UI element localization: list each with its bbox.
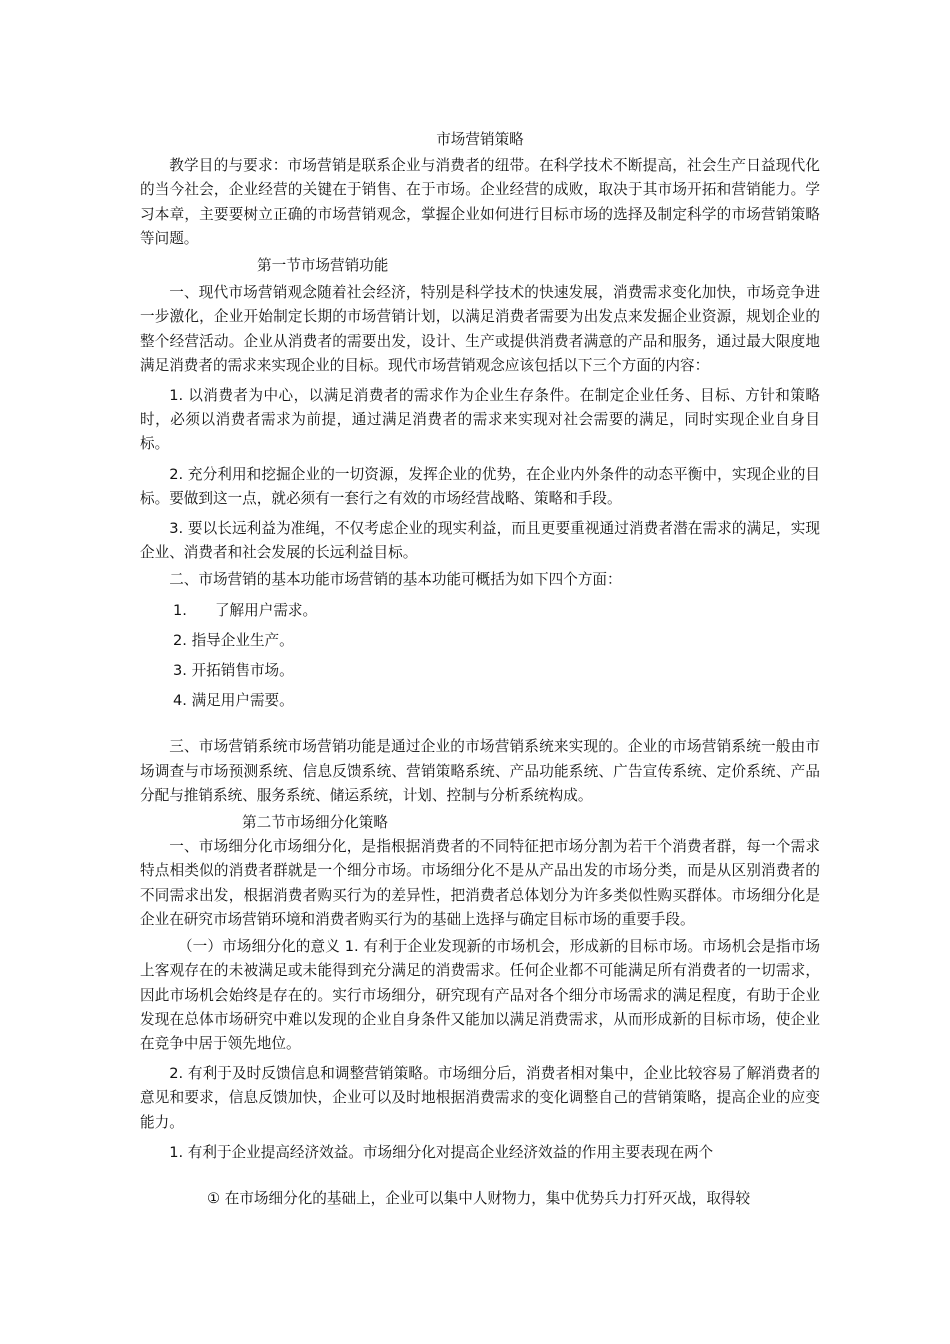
paragraph-point-1: 1. 以消费者为中心，以满足消费者的需求作为企业生存条件。在制定企业任务、目标、方针和策略时，必须以消费者需求为前提，通过满足消费者的需求来实现对社会需要的满足，同时实现企业自身目标。 bbox=[140, 387, 820, 453]
paragraph-market-segmentation: 一、市场细分化市场细分化，是指根据消费者的不同特征把市场分割为若干个消费者群，每一个需求特点相类似的消费者群就是一个细分市场。市场细分化不是从产品出发的市场分类，而是从区别消费者的不同需求出发，根据消费者购买行为的差异性，把消费者总体划分为许多类似性购买群体。市场细分化是企业在研究市场营销环境和消费者购买行为的基础上选择与确定目标市场的重要手段。 bbox=[140, 838, 820, 928]
paragraph-feedback-strategy: 2. 有利于及时反馈信息和调整营销策略。市场细分后，消费者相对集中，企业比较容易了解消费者的意见和要求，信息反馈加快，企业可以及时地根据消费需求的变化调整自己的营销策略，提高企业的应变能力。 bbox=[140, 1065, 820, 1131]
paragraph-point-3: 3. 要以长远利益为准绳，不仅考虑企业的现实利益，而且更要重视通过消费者潜在需求的满足，实现企业、消费者和社会发展的长远利益目标。 bbox=[140, 520, 820, 562]
paragraph-economic-benefit: 1. 有利于企业提高经济效益。市场细分化对提高企业经济效益的作用主要表现在两个 bbox=[169, 1143, 714, 1161]
document-page bbox=[140, 128, 820, 1211]
list-item-3: 3. 开拓销售市场。 bbox=[173, 662, 294, 680]
paragraph-point-2: 2. 充分利用和挖掘企业的一切资源，发挥企业的优势，在企业内外条件的动态平衡中，实现企业的目标。要做到这一点，就必须有一套行之有效的市场经营战略、策略和手段。 bbox=[140, 465, 820, 507]
paragraph-marketing-system: 三、市场营销系统市场营销功能是通过企业的市场营销系统来实现的。企业的市场营销系统一般由市场调查与市场预测系统、信息反馈系统、营销策略系统、产品功能系统、广告宣传系统、定价系统、产品分配与推销系统、服务系统、储运系统，计划、控制与分析系统构成。 bbox=[140, 738, 820, 804]
paragraph-circled-point-1: ① 在市场细分化的基础上，企业可以集中人财物力，集中优势兵力打歼灭战，取得较 bbox=[207, 1189, 751, 1207]
list-item-1-text: 了解用户需求。 bbox=[214, 601, 318, 619]
list-item-1 bbox=[140, 599, 820, 623]
teaching-objectives-paragraph: 教学目的与要求：市场营销是联系企业与消费者的纽带。在科学技术不断提高，社会生产日益现代化的当今社会，企业经营的关键在于销售、在于市场。企业经营的成败，取决于其市场开拓和营销能力。学习本章，主要要树立正确的市场营销观念，掌握企业如何进行目标市场的选择及制定科学的市场营销策略等问题。 bbox=[140, 157, 820, 247]
section-heading-1: 第一节市场营销功能 bbox=[257, 257, 389, 275]
list-item-1-number: 1. bbox=[173, 601, 187, 619]
document-title: 市场营销策略 bbox=[436, 131, 524, 148]
paragraph-basic-functions: 二、市场营销的基本功能市场营销的基本功能可概括为如下四个方面： bbox=[169, 571, 622, 589]
list-item-4: 4. 满足用户需要。 bbox=[173, 692, 294, 710]
list-item-2: 2. 指导企业生产。 bbox=[173, 631, 294, 649]
paragraph-modern-marketing-concept: 一、现代市场营销观念随着社会经济，特别是科学技术的快速发展，消费需求变化加快，市场竞争进一步激化，企业开始制定长期的市场营销计划，以满足消费者需要为出发点来发掘企业资源，规划企业的整个经营活动。企业从消费者的需要出发，设计、生产或提供消费者满意的产品和服务，通过最大限度地满足消费者的需求来实现企业的目标。现代市场营销观念应该包括以下三个方面的内容： bbox=[140, 284, 820, 374]
section-heading-2: 第二节市场细分化策略 bbox=[242, 814, 388, 832]
paragraph-segmentation-significance: （一）市场细分化的意义 1. 有利于企业发现新的市场机会，形成新的目标市场。市场机会是指市场上客观存在的未被满足或未能得到充分满足的消费需求。任何企业都不可能满足所有消费者的一切需求，因此市场机会始终是存在的。实行市场细分，研究现有产品对各个细分市场需求的满足程度，有助于企业发现在总体市场研究中难以发现的企业自身条件又能加以满足消费需求，从而形成新的目标市场，使企业在竞争中居于领先地位。 bbox=[140, 938, 820, 1052]
